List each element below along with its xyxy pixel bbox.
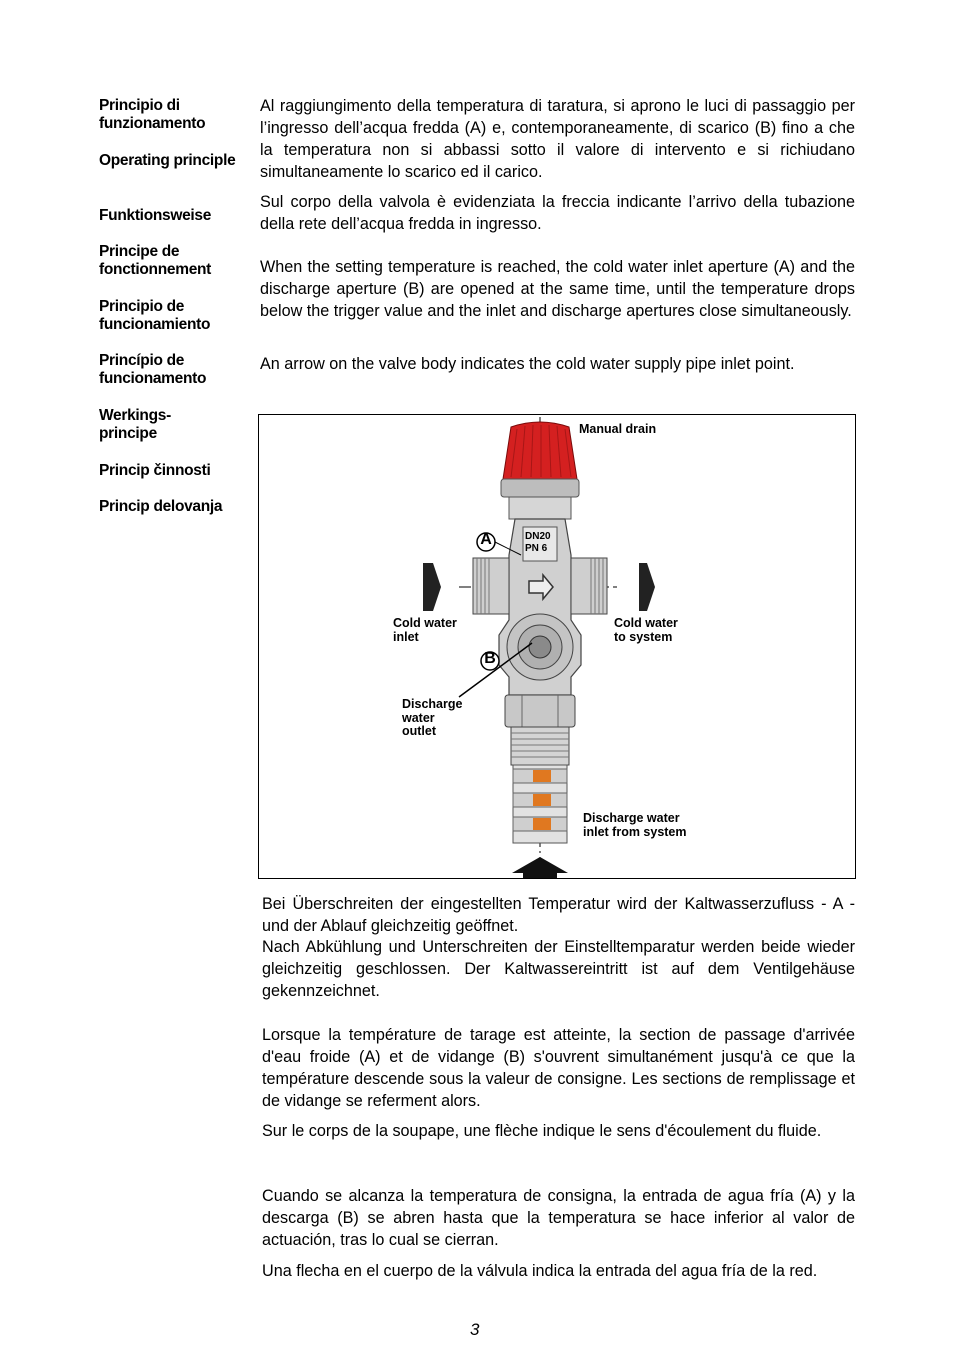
paragraph-italian-2: Sul corpo della valvola è evidenziata la freccia indicante l’arrivo della tubazione della rete dell’acqua fredda in ingresso. — [260, 193, 855, 233]
paragraph-french-1: Lorsque la température de tarage est atteinte, la section de passage d'arrivée d'eau froide (A) et de vidange (B) s'ouvrent simultanément jusqu'à ce que la température descende sous la valeur de consigne. Les sections de remplissage et de vidange se referment alors. — [262, 1026, 855, 1110]
label-discharge-outlet-line2: water — [402, 710, 435, 725]
label-cold-water-to-system — [614, 617, 678, 644]
sidebar-heading-german: Funktionsweise — [99, 207, 212, 224]
paragraph-english-1: When the setting temperature is reached, the cold water inlet aperture (A) and the discharge aperture (B) are opened at the same time, until the temperature drops below the trigger value and the inlet and discharge apertures close simultaneously. — [260, 258, 855, 320]
valve-body-marking-dn: DN20 — [525, 531, 551, 542]
sidebar-heading-spanish: Principio de funcionamiento — [99, 298, 211, 333]
page-number: 3 — [470, 1320, 480, 1339]
label-cold-water-inlet-line2: inlet — [393, 629, 419, 644]
sidebar-heading-czech: Princip činnosti — [99, 462, 211, 479]
label-discharge-water-inlet — [583, 812, 687, 839]
valve-body-marking-pn: PN 6 — [525, 543, 548, 554]
paragraph-spanish-2: Una flecha en el cuerpo de la válvula indica la entrada del agua fría de la red. — [262, 1262, 818, 1280]
label-discharge-inlet-line2: inlet from system — [583, 824, 687, 839]
sidebar-heading-dutch: Werkings-principe — [99, 407, 171, 442]
paragraph-spanish-1: Cuando se alcanza la temperatura de consigna, la entrada de agua fría (A) y la descarga (B) se abren hasta que la temperatura se hace inferior al valor de actuación, tras lo cual se cierran. — [262, 1187, 855, 1249]
label-cold-water-inlet — [393, 617, 457, 644]
label-cold-water-to-system-line2: to system — [614, 629, 673, 644]
sidebar-heading-portuguese: Princípio de funcionamento — [99, 352, 207, 387]
label-discharge-inlet-line1: Discharge water — [583, 811, 680, 825]
label-manual-drain: Manual drain — [579, 422, 657, 436]
sidebar-heading-french: Principe de fonctionnement — [99, 243, 212, 278]
valve-illustration — [259, 415, 856, 879]
label-discharge-water-outlet — [402, 698, 462, 739]
label-cold-water-inlet-line1: Cold water — [393, 616, 457, 630]
marker-a: A — [480, 531, 492, 548]
label-cold-water-to-system-line1: Cold water — [614, 616, 678, 630]
paragraph-french-2: Sur le corps de la soupape, une flèche indique le sens d'écoulement du fluide. — [262, 1122, 822, 1140]
marker-b: B — [484, 650, 496, 667]
paragraph-italian-1: Al raggiungimento della temperatura di taratura, si aprono le luci di passaggio per l’ingresso dell’acqua fredda (A) e, contemporaneamente, di scarico (B) fino a che la temperatura non si abbassi sotto il valore di intervento e si richiudano simultaneamente lo scarico ed il carico. — [260, 97, 855, 181]
paragraph-english-2: An arrow on the valve body indicates the cold water supply pipe inlet point. — [260, 355, 795, 373]
valve-body-marking — [525, 531, 551, 555]
label-discharge-outlet-line3: outlet — [402, 724, 437, 738]
sidebar-heading-slovenian: Princip delovanja — [99, 498, 223, 515]
paragraph-german-1: Bei Überschreiten der eingestellten Temperatur wird der Kaltwasserzufluss - A - und der Ablauf gleichzeitig geöffnet. — [262, 895, 855, 935]
sidebar-heading-english: Operating principle — [99, 152, 236, 169]
paragraph-german-2: Nach Abkühlung und Unterschreiten der Einstelltemparatur werden beide wieder gleichzeitig geschlossen. Der Kaltwassereintritt ist auf dem Ventilgehäuse gekennzeichnet. — [262, 938, 855, 1000]
valve-diagram — [258, 414, 856, 879]
label-discharge-outlet-line1: Discharge — [402, 697, 463, 711]
sidebar-heading-italian: Principio di funzionamento — [99, 97, 206, 132]
